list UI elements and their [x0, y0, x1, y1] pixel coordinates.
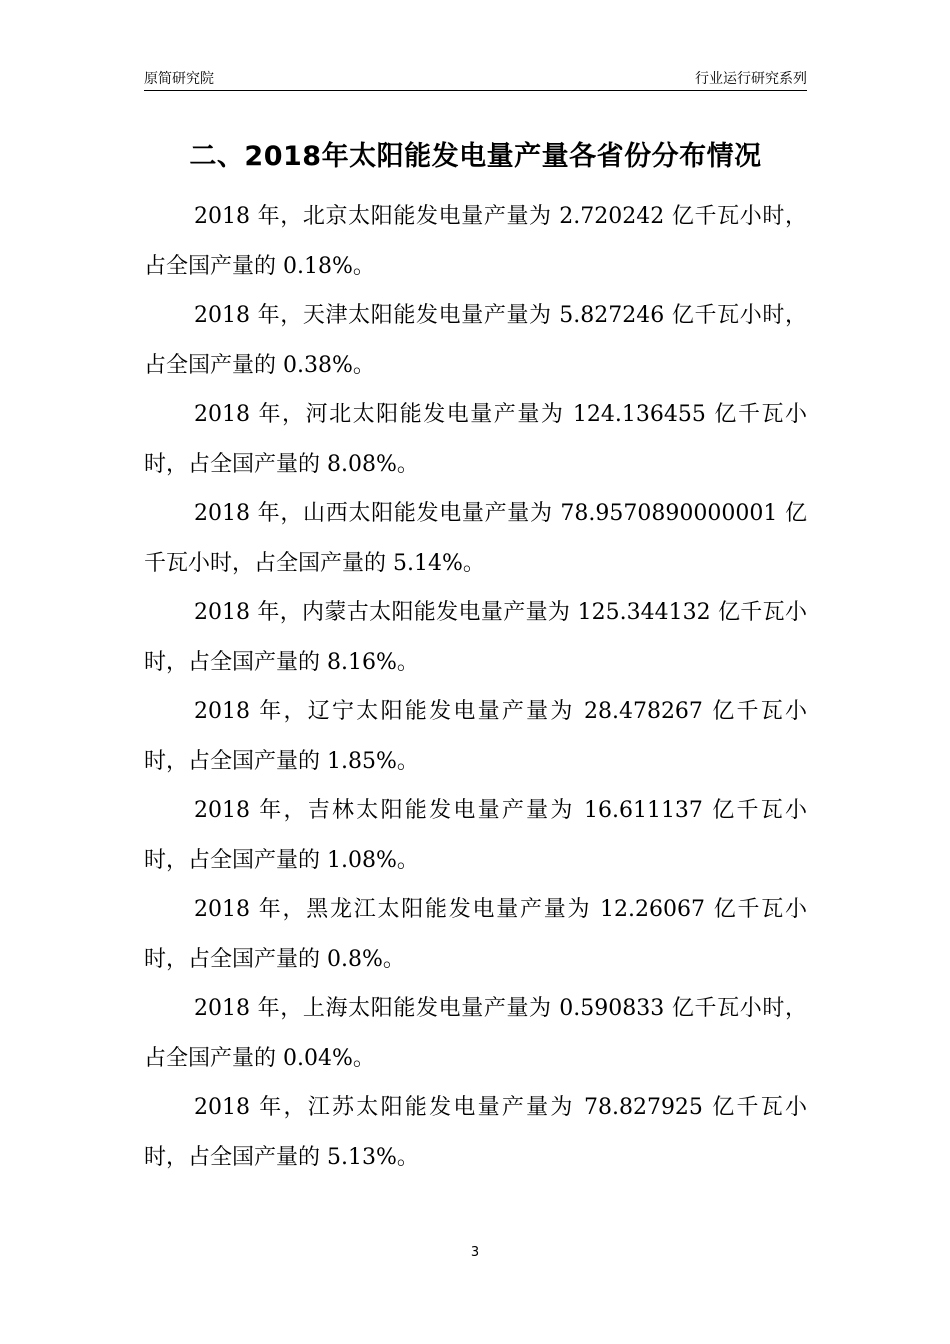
page-number: 3: [470, 1245, 480, 1260]
paragraph-beijing: 2018 年，北京太阳能发电量产量为 2.720242 亿千瓦小时，占全国产量的 0.18%。: [144, 204, 807, 279]
header-org-name: 原简研究院: [144, 71, 214, 87]
section-title: 二、2018年太阳能发电量产量各省份分布情况: [189, 141, 762, 172]
paragraph-hebei: 2018 年，河北太阳能发电量产量为 124.136455 亿千瓦小时，占全国产量的 8.08%。: [144, 402, 807, 477]
paragraph-neimenggu: 2018 年，内蒙古太阳能发电量产量为 125.344132 亿千瓦小时，占全国产量的 8.16%。: [144, 600, 807, 675]
paragraph-shanxi: 2018 年，山西太阳能发电量产量为 78.9570890000001 亿千瓦小时，占全国产量的 5.14%。: [144, 501, 807, 576]
page-header: [144, 66, 807, 91]
paragraph-shanghai: 2018 年，上海太阳能发电量产量为 0.590833 亿千瓦小时，占全国产量的 0.04%。: [144, 996, 807, 1071]
paragraph-liaoning: 2018 年，辽宁太阳能发电量产量为 28.478267 亿千瓦小时，占全国产量的 1.85%。: [144, 699, 807, 774]
body-text: [144, 192, 807, 1182]
header-series-name: 行业运行研究系列: [695, 71, 807, 87]
paragraph-jiangsu: 2018 年，江苏太阳能发电量产量为 78.827925 亿千瓦小时，占全国产量的 5.13%。: [144, 1095, 807, 1170]
paragraph-heilongjiang: 2018 年，黑龙江太阳能发电量产量为 12.26067 亿千瓦小时，占全国产量的 0.8%。: [144, 897, 807, 972]
paragraph-jilin: 2018 年，吉林太阳能发电量产量为 16.611137 亿千瓦小时，占全国产量的 1.08%。: [144, 798, 807, 873]
paragraph-tianjin: 2018 年，天津太阳能发电量产量为 5.827246 亿千瓦小时，占全国产量的 0.38%。: [144, 303, 807, 378]
